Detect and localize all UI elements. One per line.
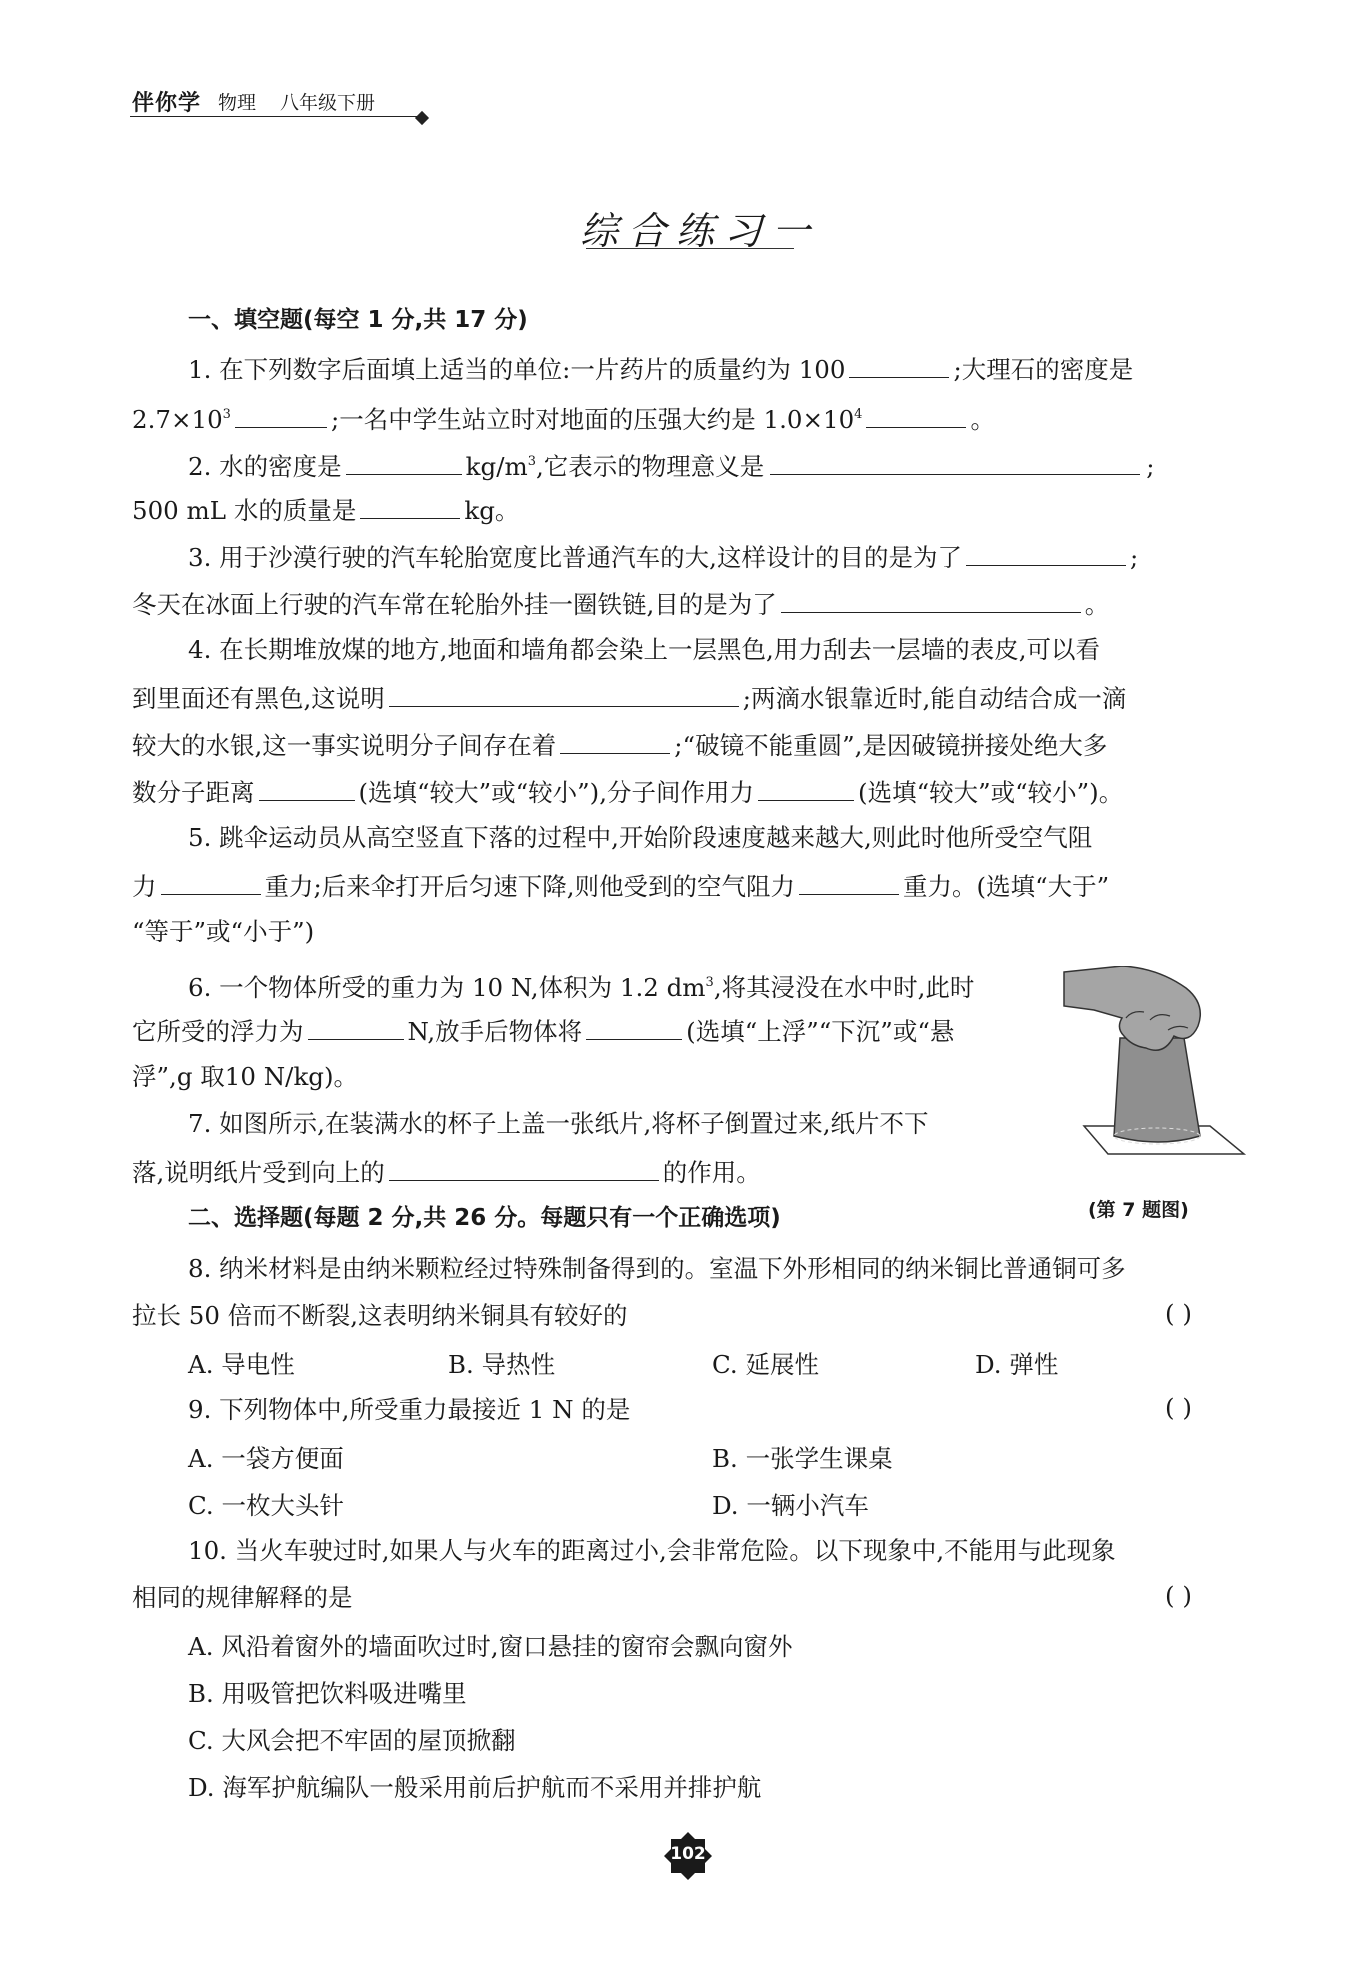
q3-blank-1[interactable] (966, 539, 1126, 566)
q6-line3: 浮”,g 取10 N/kg)。 (132, 1062, 359, 1091)
q4-blank-3[interactable] (259, 774, 355, 801)
grade: 八年级下册 (280, 92, 376, 114)
q1-blank-2[interactable] (235, 401, 327, 428)
q4-line3 (132, 727, 1107, 761)
q2-exp: 3 (527, 454, 536, 469)
q2-text-e: 500 mL 水的质量是 (132, 496, 357, 525)
q2-text-d: ; (1146, 452, 1155, 481)
q8-option-b[interactable]: B. 导热性 (448, 1350, 556, 1379)
figure-caption: (第 7 题图) (1088, 1199, 1189, 1221)
q3-text-d: 。 (1084, 590, 1110, 619)
q9-option-b[interactable]: B. 一张学生课桌 (712, 1444, 893, 1473)
q3-text-c: 冬天在冰面上行驶的汽车常在轮胎外挂一圈铁链,目的是为了 (132, 590, 777, 619)
q4-line2 (132, 680, 1126, 714)
q1-text-d: ;一名中学生站立时对地面的压强大约是 1.0×10 (330, 405, 855, 434)
hand-shape (1064, 966, 1200, 1050)
q1-exp-1: 3 (222, 407, 231, 422)
q2-line2 (132, 492, 519, 526)
q7-text-b: 落,说明纸片受到向上的 (132, 1158, 385, 1187)
q6-blank-2[interactable] (586, 1013, 682, 1040)
q1-line2 (132, 398, 995, 432)
q3-line1 (188, 539, 1138, 573)
q4-text-g: (选填“较大”或“较小”),分子间作用力 (358, 778, 755, 807)
q4-text-f: 数分子距离 (132, 778, 255, 807)
q4-text-h: (选填“较大”或“较小”)。 (858, 778, 1124, 807)
running-header (130, 86, 420, 117)
section-heading-fill: 一、填空题(每空 1 分,共 17 分) (188, 307, 528, 333)
q8-line2: 拉长 50 倍而不断裂,这表明纳米铜具有较好的 (132, 1301, 628, 1330)
q4-blank-2[interactable] (560, 727, 670, 754)
q8-option-c[interactable]: C. 延展性 (712, 1350, 819, 1379)
q9-answer-paren[interactable]: ( ) (1165, 1393, 1192, 1422)
q2-text-c: ,它表示的物理意义是 (535, 452, 765, 481)
q4-blank-4[interactable] (758, 774, 854, 801)
q6-text-e: (选填“上浮”“下沉”或“悬 (686, 1017, 955, 1046)
q2-blank-1[interactable] (346, 448, 462, 475)
q7-line2 (132, 1154, 761, 1188)
q1-text-b: ;大理石的密度是 (953, 355, 1134, 384)
q2-line1 (188, 445, 1155, 479)
diamond-icon (415, 111, 429, 125)
q6-line2 (132, 1013, 954, 1047)
cup-shape (1114, 1038, 1200, 1142)
q8-answer-paren[interactable]: ( ) (1165, 1299, 1192, 1328)
q6-text-c: 它所受的浮力为 (132, 1017, 304, 1046)
q2-text-f: kg。 (464, 496, 520, 525)
q3-blank-2[interactable] (781, 586, 1081, 613)
q6-line1 (188, 966, 974, 1000)
q4-text-b: 到里面还有黑色,这说明 (132, 684, 385, 713)
q10-option-d[interactable]: D. 海军护航编队一般采用前后护航而不采用并排护航 (188, 1773, 762, 1802)
q10-line1: 10. 当火车驶过时,如果人与火车的距离过小,会非常危险。以下现象中,不能用与此现象 (188, 1536, 1116, 1565)
q6-blank-1[interactable] (308, 1013, 404, 1040)
q1-exp-2: 4 (854, 407, 863, 422)
q9-option-c[interactable]: C. 一枚大头针 (188, 1491, 344, 1520)
q7-line1: 7. 如图所示,在装满水的杯子上盖一张纸片,将杯子倒置过来,纸片不下 (188, 1109, 929, 1138)
q5-text-d: 重力。(选填“大于” (903, 872, 1110, 901)
inverted-cup-figure (1062, 966, 1262, 1161)
section-heading-choice: 二、选择题(每题 2 分,共 26 分。每题只有一个正确选项) (188, 1205, 781, 1231)
q1-blank-3[interactable] (866, 401, 966, 428)
q4-line4 (132, 774, 1123, 808)
q1-text-a: 1. 在下列数字后面填上适当的单位:一片药片的质量约为 100 (188, 355, 846, 384)
q3-text-a: 3. 用于沙漠行驶的汽车轮胎宽度比普通汽车的大,这样设计的目的是为了 (188, 543, 962, 572)
q5-line3: “等于”或“小于”) (132, 917, 315, 946)
q4-text-e: ;“破镜不能重圆”,是因破镜拼接处绝大多 (674, 731, 1108, 760)
brand: 伴你学 (132, 91, 202, 116)
q10-option-b[interactable]: B. 用吸管把饮料吸进嘴里 (188, 1679, 467, 1708)
q9-option-a[interactable]: A. 一袋方便面 (188, 1444, 344, 1473)
q8-option-a[interactable]: A. 导电性 (188, 1350, 295, 1379)
q8-option-d[interactable]: D. 弹性 (975, 1350, 1059, 1379)
q7-blank[interactable] (389, 1154, 659, 1181)
q5-blank-1[interactable] (161, 868, 261, 895)
q10-line2: 相同的规律解释的是 (132, 1583, 353, 1612)
q1-line1 (188, 351, 1133, 385)
q5-line1: 5. 跳伞运动员从高空竖直下落的过程中,开始阶段速度越来越大,则此时他所受空气阻 (188, 823, 1093, 852)
q2-text-b: kg/m (465, 452, 528, 481)
q2-blank-2[interactable] (770, 448, 1140, 475)
q5-text-b: 力 (132, 872, 157, 901)
page-number: 102 (670, 1844, 706, 1864)
q5-text-c: 重力;后来伞打开后匀速下降,则他受到的空气阻力 (264, 872, 796, 901)
q10-option-a[interactable]: A. 风沿着窗外的墙面吹过时,窗口悬挂的窗帘会飘向窗外 (188, 1632, 793, 1661)
q3-line2 (132, 586, 1109, 620)
q10-option-c[interactable]: C. 大风会把不牢固的屋顶掀翻 (188, 1726, 516, 1755)
q2-blank-3[interactable] (360, 492, 460, 519)
q4-blank-1[interactable] (389, 680, 739, 707)
q6-exp: 3 (705, 975, 714, 990)
q6-text-a: 6. 一个物体所受的重力为 10 N,体积为 1.2 dm (188, 973, 706, 1002)
cup-illustration (1062, 966, 1262, 1161)
q3-text-b: ; (1129, 543, 1139, 572)
subject: 物理 (218, 92, 257, 114)
q5-blank-2[interactable] (799, 868, 899, 895)
q1-text-c: 2.7×10 (132, 405, 223, 434)
page-number-badge (664, 1832, 712, 1880)
title-underline (586, 248, 794, 249)
q2-text-a: 2. 水的密度是 (188, 452, 342, 481)
q5-line2 (132, 868, 1109, 902)
q6-text-b: ,将其浸没在水中时,此时 (713, 973, 975, 1002)
q9-line1: 9. 下列物体中,所受重力最接近 1 N 的是 (188, 1395, 631, 1424)
q1-text-e: 。 (970, 405, 995, 434)
q1-blank-1[interactable] (849, 351, 949, 378)
q4-text-c: ;两滴水银靠近时,能自动结合成一滴 (742, 684, 1127, 713)
q10-answer-paren[interactable]: ( ) (1165, 1581, 1192, 1610)
q4-line1: 4. 在长期堆放煤的地方,地面和墙角都会染上一层黑色,用力刮去一层墙的表皮,可以看 (188, 635, 1101, 664)
q9-option-d[interactable]: D. 一辆小汽车 (712, 1491, 869, 1520)
q8-line1: 8. 纳米材料是由纳米颗粒经过特殊制备得到的。室温下外形相同的纳米铜比普通铜可多 (188, 1254, 1126, 1283)
q7-text-c: 的作用。 (662, 1158, 761, 1187)
q4-text-d: 较大的水银,这一事实说明分子间存在着 (132, 731, 557, 760)
q6-text-d: N,放手后物体将 (407, 1017, 583, 1046)
page-title: 综合练习一 (580, 209, 821, 253)
